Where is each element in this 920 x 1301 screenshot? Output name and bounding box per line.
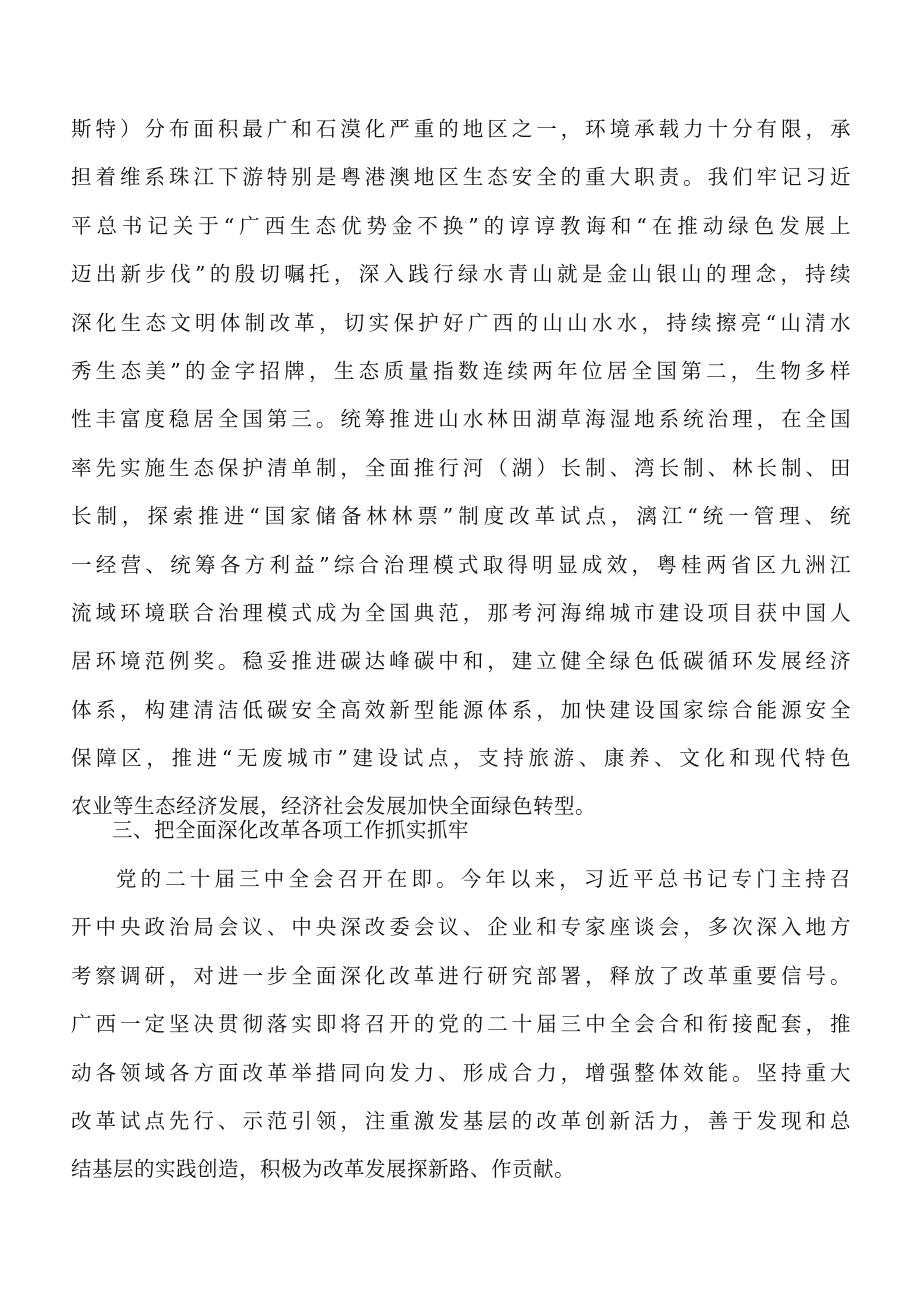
text-line: 结基层的实践创造，积极为改革发展探新路、作贡献。 [71, 1157, 575, 1182]
text-line: 流域环境联合治理模式成为全国典范，那考河海绵城市建设项目获中国人 [71, 600, 851, 625]
text-line: 性丰富度稳居全国第三。统筹推进山水林田湖草海湿地系统治理，在全国 [71, 407, 851, 432]
section-heading: 三、把全面深化改革各项工作抓实抓牢 [112, 818, 469, 842]
text-line: 动各领域各方面改革举措同向发力、形成合力，增强整体效能。坚持重大 [71, 1060, 851, 1085]
text-line: 广西一定坚决贯彻落实即将召开的党的二十届三中全会合和衔接配套，推 [71, 1012, 851, 1037]
text-line: 农业等生态经济发展，经济社会发展加快全面绿色转型。 [71, 794, 596, 819]
text-line: 长制，探索推进“国家储备林林票”制度改革试点，漓江“统一管理、统 [71, 504, 851, 529]
text-line: 深化生态文明体制改革，切实保护好广西的山山水水，持续擦亮“山清水 [71, 310, 851, 335]
text-line: 保障区，推进“无废城市”建设试点，支持旅游、康养、文化和现代特色 [71, 746, 851, 771]
text-line: 开中央政治局会议、中央深改委会议、企业和专家座谈会，多次深入地方 [71, 915, 851, 940]
text-line: 平总书记关于“广西生态优势金不换”的谆谆教诲和“在推动绿色发展上 [71, 213, 851, 238]
text-line: 斯特）分布面积最广和石漠化严重的地区之一，环境承载力十分有限，承 [71, 117, 851, 141]
text-line: 秀生态美”的金字招牌，生态质量指数连续两年位居全国第二，生物多样 [71, 358, 851, 383]
body-paragraph-ecology [71, 105, 851, 831]
body-paragraph-reform [71, 855, 851, 1194]
text-line: 考察调研，对进一步全面深化改革进行研究部署，释放了改革重要信号。 [71, 963, 851, 988]
text-line: 体系，构建清洁低碳安全高效新型能源体系，加快建设国家综合能源安全 [71, 697, 851, 722]
text-line: 迈出新步伐”的殷切嘱托，深入践行绿水青山就是金山银山的理念，持续 [71, 262, 851, 287]
text-line: 率先实施生态保护清单制，全面推行河（湖）长制、湾长制、林长制、田 [71, 455, 851, 480]
text-line: 一经营、统筹各方利益”综合治理模式取得明显成效，粤桂两省区九洲江 [71, 552, 851, 577]
text-line: 改革试点先行、示范引领，注重激发基层的改革创新活力，善于发现和总 [71, 1108, 851, 1133]
text-line: 党的二十届三中全会召开在即。今年以来，习近平总书记专门主持召 [116, 867, 851, 891]
text-line: 担着维系珠江下游特别是粤港澳地区生态安全的重大职责。我们牢记习近 [71, 165, 851, 190]
text-line: 居环境范例奖。稳妥推进碳达峰碳中和，建立健全绿色低碳循环发展经济 [71, 649, 851, 674]
